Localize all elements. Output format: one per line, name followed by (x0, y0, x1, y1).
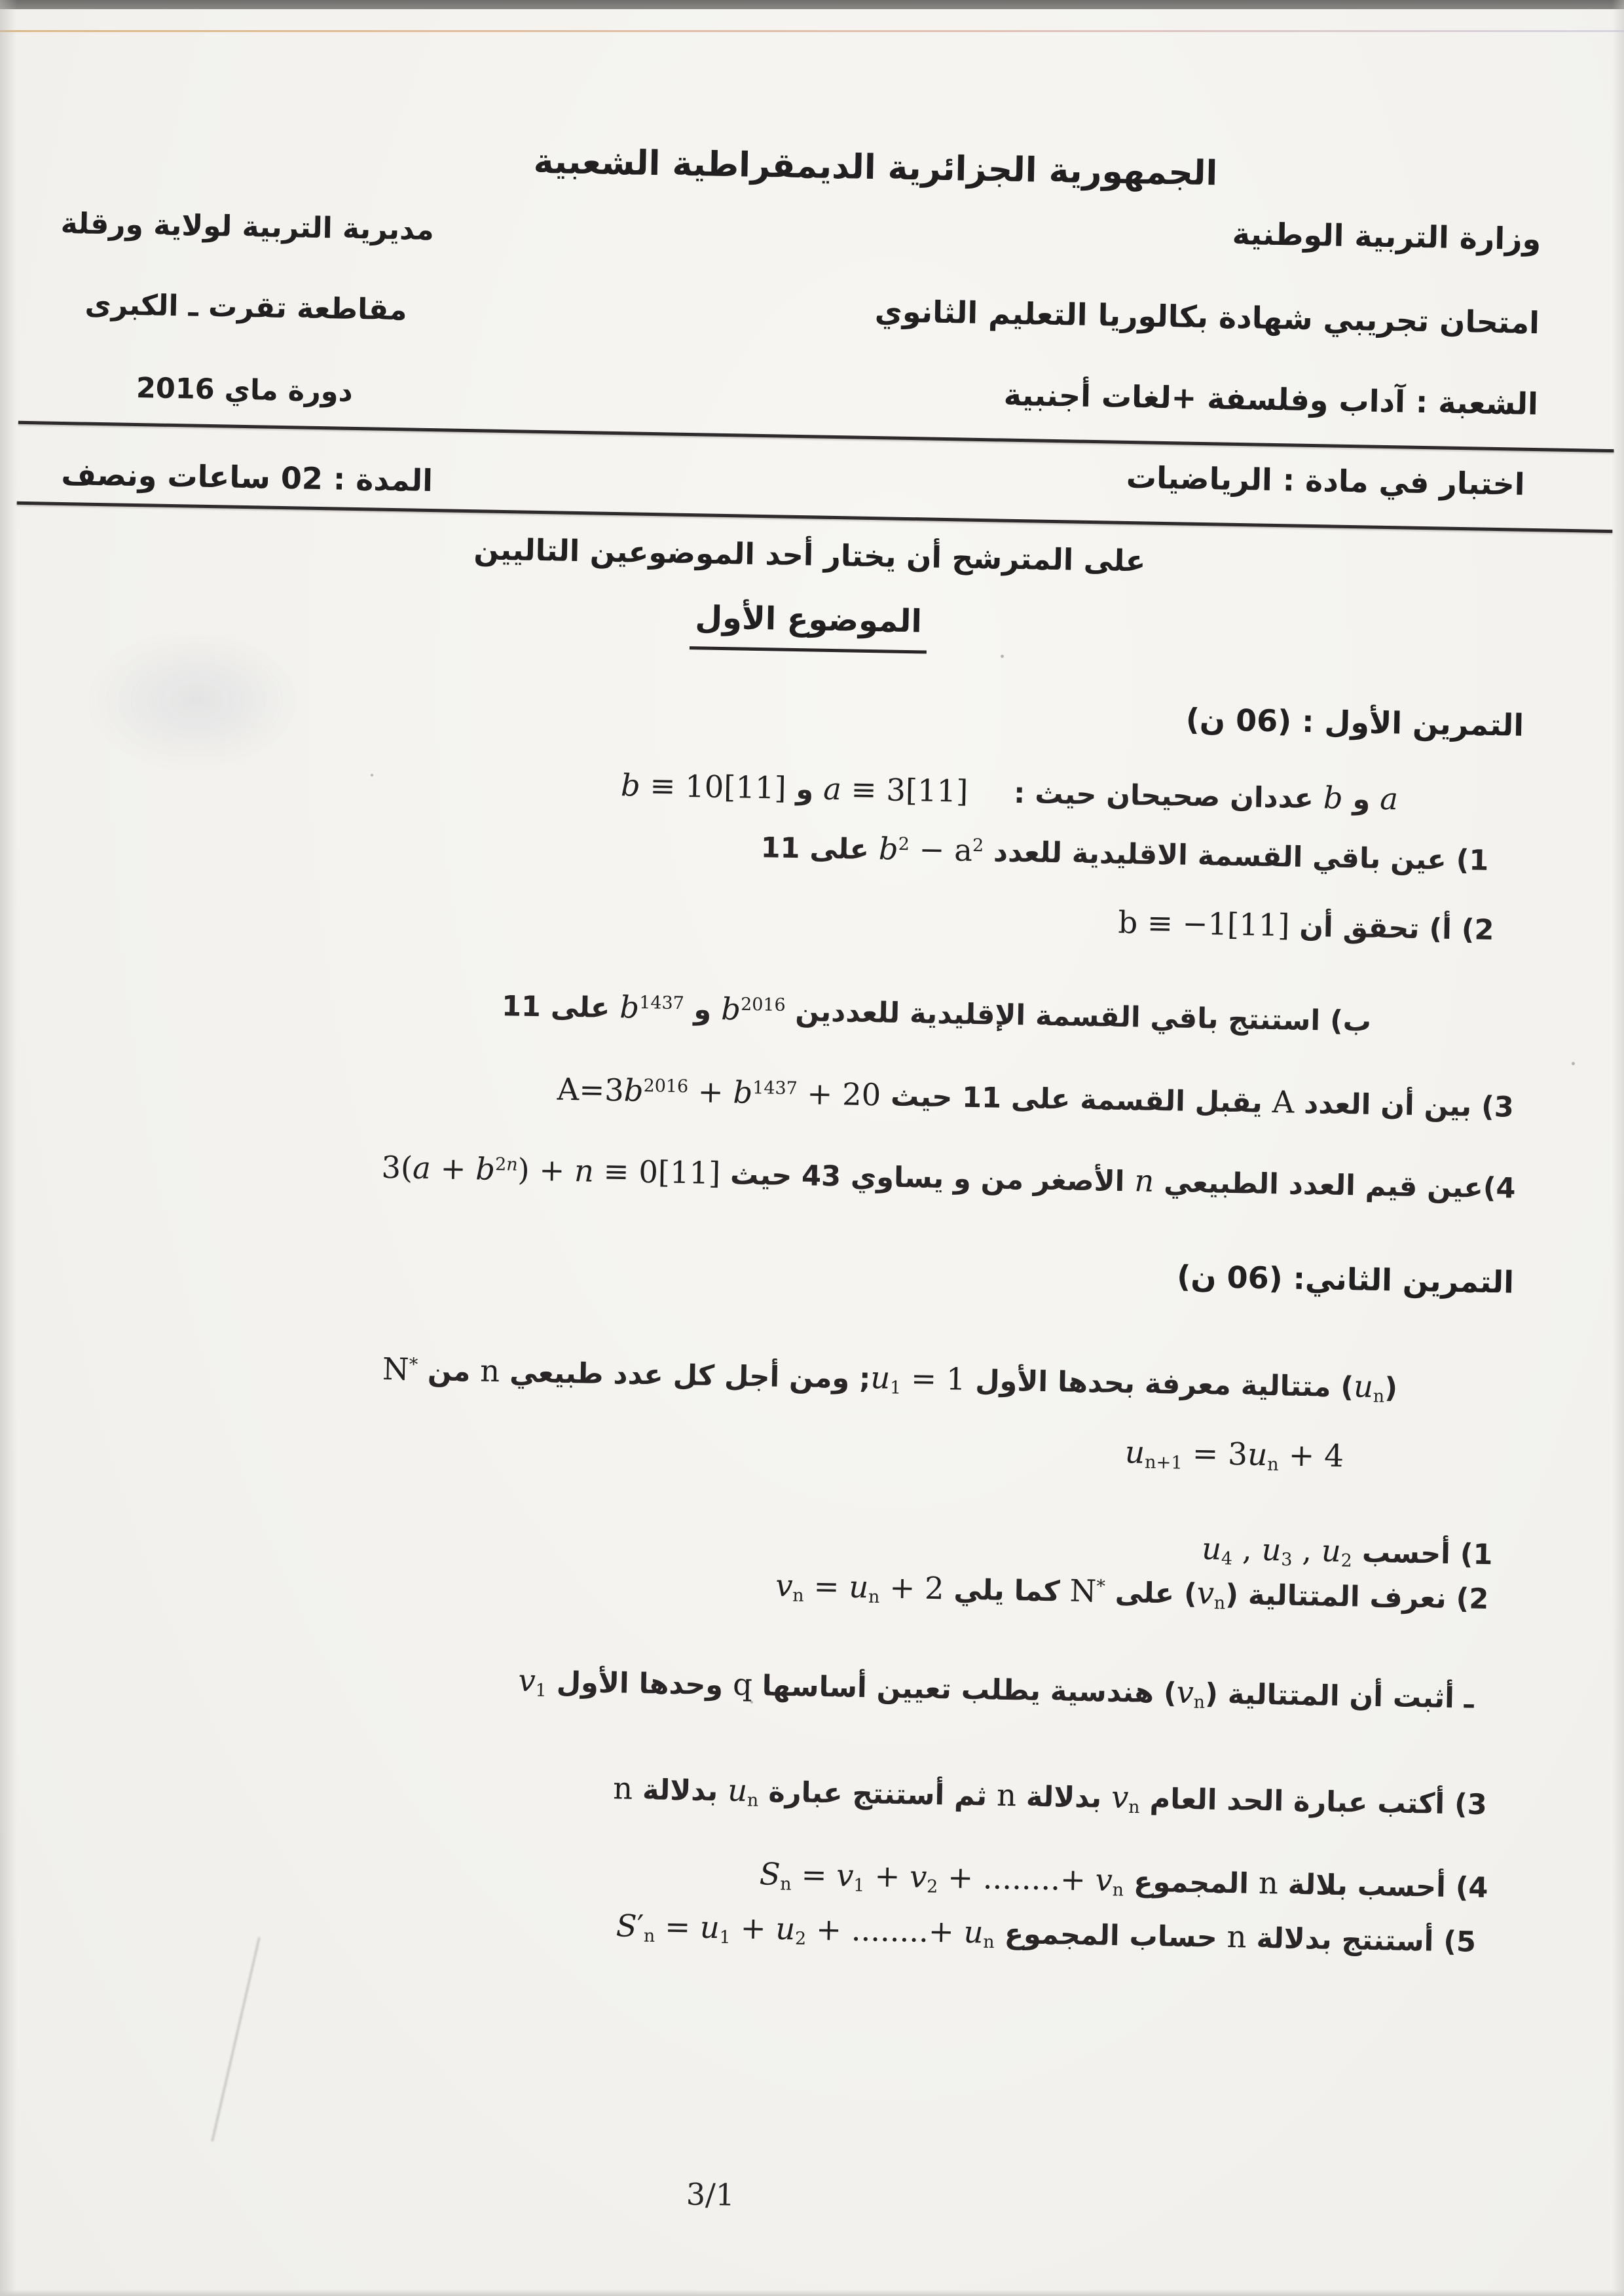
exam-type-line: امتحان تجريبي شهادة بكالوريا التعليم الثانوي (874, 293, 1540, 341)
ghost-stamp-artifact (85, 629, 308, 773)
session-line: دورة ماي 2016 (136, 371, 354, 409)
exercise2-line-5: 5) أستنتج بدلالة n حساب المجموع $S'_n = u_1 + u_2$ + ........+ $u_n$ (616, 1908, 1477, 1959)
exercise2-line-1: 1) أحسب $u_4$ , $u_3$ , $u_2$ (1201, 1531, 1493, 1572)
exercise1-line-4: 4)عين قيم العدد الطبيعي n الأصغر من و يساوي 43 حيث $3(a + b^{2n}) + n \equiv 0[11]$ (381, 1149, 1516, 1205)
exercise1-line-1: 1) عين باقي القسمة الاقليدية للعدد $b^2 - a^2$ على 11 (760, 831, 1489, 877)
exercise1-line-2b: ب) استنتج باقي القسمة الإقليدية للعددين $b^{2016}$ و $b^{1437}$ على 11 (501, 989, 1372, 1038)
scanner-left-edge (0, 0, 17, 2296)
subject-label: اختبار في مادة : الرياضيات (1126, 459, 1526, 502)
exercise2-line-2-dash: ـ أثبت أن المتتالية $(v_n)$ هندسية يطلب تعيين أساسها q وحدها الأول $v_1$ (518, 1662, 1474, 1715)
topic-title-text: الموضوع الأول (690, 595, 928, 653)
exercise1-intro: a و b عددان صحيحان حيث : a ≡ 3[11] و b ≡ 10[11] (620, 767, 1399, 817)
district-line: مقاطعة تقرت ـ الكبرى (84, 287, 408, 327)
ministry-line: وزارة التربية الوطنية (1232, 215, 1541, 257)
duration-label: المدة : 02 ساعات ونصف (61, 456, 434, 499)
scanner-bottom-edge (0, 2289, 1624, 2296)
exercise2-recurrence-formula: $u_{n+1} = 3u_n + 4$ (1124, 1434, 1344, 1475)
dust-speck (750, 1701, 753, 1704)
exercise1-line-2a: 2) أ) تحقق أن b ≡ −1[11] (1118, 904, 1494, 947)
branch-line: الشعبة : آداب وفلسفة +لغات أجنبية (1003, 376, 1539, 422)
dust-speck (371, 774, 373, 776)
republic-title: الجمهورية الجزائرية الديمقراطية الشعبية (533, 141, 1218, 194)
exercise2-intro: $(u_n)$ متتالية معرفة بحدها الأول $u_1 = 1$; ومن أجل كل عدد طبيعي n من N* (382, 1351, 1398, 1407)
instruction-text: على المترشح أن يختار أحد الموضوعين التاليين (473, 532, 1146, 579)
separator-line-top (18, 421, 1614, 452)
scanner-top-edge (0, 0, 1624, 9)
exercise1-line-3: 3) بين أن العدد A يقبل القسمة على 11 حيث $A=3b^{2016} + b^{1437} + 20$ (557, 1071, 1515, 1124)
exercise1-title: التمرين الأول : (06 ن) (1185, 701, 1524, 743)
exercise2-line-4: 4) أحسب بلالة n المجموع $S_n = v_1 + v_2$ + ........+ $v_n$ (759, 1856, 1488, 1905)
exercise2-title: التمرين الثاني: (06 ن) (1176, 1258, 1515, 1300)
dust-speck (1001, 655, 1004, 658)
scanner-right-edge (1612, 0, 1624, 2296)
page-number: 3/1 (686, 2176, 735, 2213)
exercise2-line-3: 3) أكتب عبارة الحد العام $v_n$ بدلالة n ثم أستنتج عبارة $u_n$ بدلالة n (612, 1770, 1488, 1822)
scanner-artifact-line (0, 30, 1624, 32)
directorate-line: مديرية التربية لولاية ورقلة (60, 206, 435, 247)
exercise2-line-2: 2) نعرف المتتالية $(v_n)$ على N* كما يلي $v_n = u_n + 2$ (775, 1567, 1489, 1616)
dust-speck (1572, 1062, 1575, 1065)
